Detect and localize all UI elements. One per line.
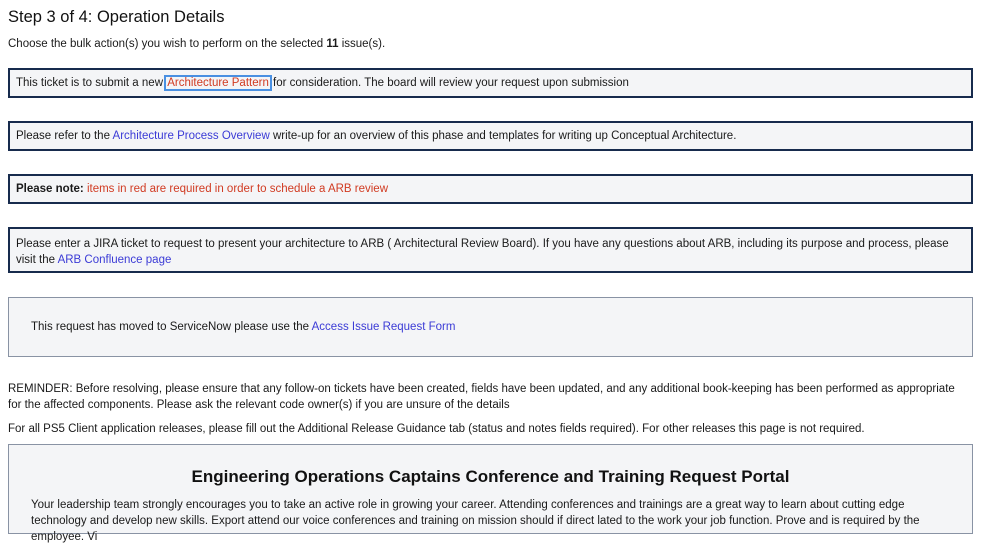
- note-text: items in red are required in order to schedule a ARB review: [83, 183, 389, 195]
- release-note-text: For all PS5 Client application releases, please fill out the Additional Release Guidance tab (status and notes fields required). For other releases this page is not required.: [8, 423, 865, 435]
- process-text-after: write-up for an overview of this phase and templates for writing up Conceptual Architecture.: [269, 130, 737, 142]
- process-text-before: Please refer to the: [16, 130, 113, 142]
- training-portal-panel: [8, 444, 973, 543]
- servicenow-text: This request has moved to ServiceNow please use the: [31, 321, 312, 333]
- intro-before: Choose the bulk action(s) you wish to perform on the selected: [8, 38, 327, 50]
- arb-confluence-link[interactable]: ARB Confluence page: [57, 254, 172, 266]
- process-overview-link[interactable]: Architecture Process Overview: [112, 130, 270, 142]
- pattern-text-after: for consideration. The board will review your request upon submission: [269, 77, 629, 89]
- arb-text: Please enter a JIRA ticket to request to present your architecture to ARB ( Architectural Review Board). If you have any questions about ARB, including its purpose and process, please visit the: [16, 238, 949, 266]
- process-overview-panel: [8, 121, 973, 151]
- intro-after: issue(s).: [338, 38, 386, 50]
- note-label: Please note:: [16, 183, 84, 195]
- issue-count: 11: [326, 38, 339, 50]
- page-title: Step 3 of 4: Operation Details: [8, 8, 225, 26]
- intro-text: [8, 38, 385, 50]
- architecture-pattern-panel: [8, 68, 973, 98]
- portal-title: Engineering Operations Captains Conference and Training Request Portal: [191, 467, 790, 486]
- reminder-text: REMINDER: Before resolving, please ensure that any follow-on tickets have been created, fields have been updated, and any additional book-keeping has been performed as appropriate for the affected components. Please ask the relevant code owner(s) if you are unsure of the details: [8, 383, 955, 411]
- servicenow-panel: [8, 297, 973, 357]
- access-issue-request-form-link[interactable]: Access Issue Request Form: [311, 321, 456, 333]
- please-note-panel: [8, 174, 973, 204]
- pattern-text-before: This ticket is to submit a new: [16, 77, 167, 89]
- portal-body: Your leadership team strongly encourages you to take an active role in growing your career. Attending conferences and trainings are a great way to learn about cutting edge technology and develop new skills. Export attend our voice conferences and training on mission should if direct lated to the work your job function. Prove and is required by the employee. Vi: [31, 499, 920, 543]
- architecture-pattern-link[interactable]: Architecture Pattern: [167, 77, 269, 89]
- arb-request-panel: [8, 227, 973, 273]
